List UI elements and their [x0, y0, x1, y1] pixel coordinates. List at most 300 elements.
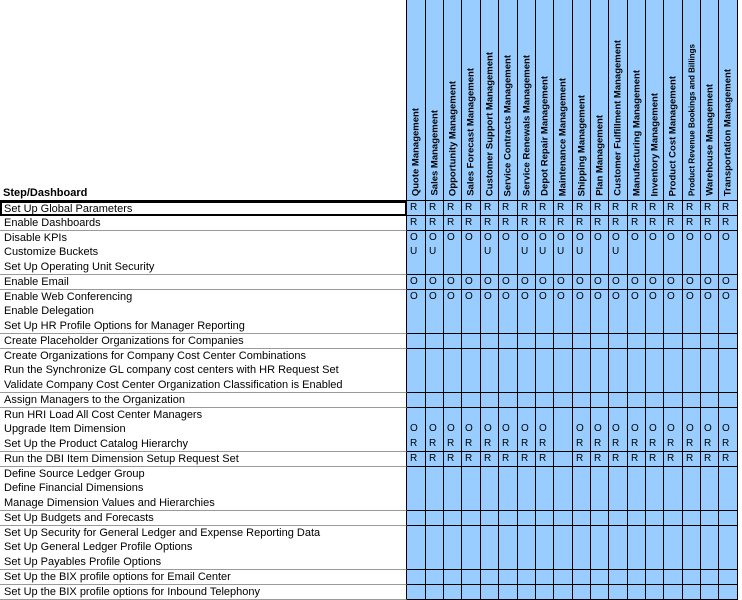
matrix-cell[interactable] [573, 349, 591, 364]
matrix-cell[interactable] [646, 378, 664, 393]
matrix-cell[interactable] [407, 216, 426, 231]
matrix-cell[interactable] [536, 540, 554, 555]
matrix-cell[interactable] [591, 408, 609, 423]
column-header-quote-management[interactable] [407, 0, 426, 201]
matrix-cell[interactable] [701, 216, 719, 231]
matrix-cell[interactable] [573, 481, 591, 496]
step-cell[interactable] [0, 540, 407, 555]
matrix-cell[interactable] [701, 496, 719, 511]
matrix-cell[interactable] [719, 319, 738, 334]
matrix-cell[interactable] [499, 378, 518, 393]
matrix-cell[interactable] [719, 437, 738, 452]
matrix-cell[interactable] [426, 216, 444, 231]
matrix-cell[interactable] [481, 334, 499, 349]
matrix-cell[interactable] [407, 245, 426, 260]
matrix-cell[interactable] [554, 452, 573, 467]
matrix-cell[interactable] [518, 555, 536, 570]
matrix-cell[interactable] [554, 393, 573, 408]
matrix-cell[interactable] [628, 216, 646, 231]
matrix-cell[interactable] [499, 393, 518, 408]
matrix-cell[interactable] [628, 304, 646, 319]
matrix-cell[interactable] [536, 585, 554, 600]
matrix-cell[interactable] [554, 245, 573, 260]
matrix-cell[interactable] [646, 467, 664, 482]
matrix-cell[interactable] [518, 496, 536, 511]
matrix-cell[interactable] [407, 349, 426, 364]
matrix-cell[interactable] [664, 496, 683, 511]
step-cell[interactable] [0, 290, 407, 305]
matrix-cell[interactable] [518, 467, 536, 482]
matrix-cell[interactable] [664, 245, 683, 260]
matrix-cell[interactable] [536, 555, 554, 570]
matrix-cell[interactable] [573, 201, 591, 216]
matrix-cell[interactable] [518, 378, 536, 393]
matrix-cell[interactable] [536, 452, 554, 467]
matrix-cell[interactable] [701, 422, 719, 437]
matrix-cell[interactable] [664, 555, 683, 570]
matrix-cell[interactable] [407, 304, 426, 319]
matrix-cell[interactable] [426, 467, 444, 482]
matrix-cell[interactable] [609, 319, 628, 334]
matrix-cell[interactable] [664, 216, 683, 231]
matrix-cell[interactable] [481, 349, 499, 364]
matrix-cell[interactable] [609, 216, 628, 231]
matrix-cell[interactable] [628, 349, 646, 364]
matrix-cell[interactable] [481, 260, 499, 275]
step-cell[interactable] [0, 245, 407, 260]
column-header-service-contracts-management[interactable] [499, 0, 518, 201]
matrix-cell[interactable] [407, 585, 426, 600]
matrix-cell[interactable] [499, 555, 518, 570]
matrix-cell[interactable] [518, 201, 536, 216]
matrix-cell[interactable] [683, 216, 701, 231]
matrix-cell[interactable] [407, 201, 426, 216]
matrix-cell[interactable] [444, 496, 462, 511]
matrix-cell[interactable] [646, 304, 664, 319]
matrix-cell[interactable] [426, 363, 444, 378]
matrix-cell[interactable] [536, 260, 554, 275]
step-cell[interactable] [0, 275, 407, 290]
matrix-cell[interactable] [462, 378, 481, 393]
matrix-cell[interactable] [481, 275, 499, 290]
matrix-cell[interactable] [499, 201, 518, 216]
matrix-cell[interactable] [719, 526, 738, 541]
matrix-cell[interactable] [664, 334, 683, 349]
column-header-sales-management[interactable] [426, 0, 444, 201]
matrix-cell[interactable] [609, 570, 628, 585]
matrix-cell[interactable] [646, 216, 664, 231]
matrix-cell[interactable] [609, 290, 628, 305]
step-cell[interactable] [0, 216, 407, 231]
matrix-cell[interactable] [499, 437, 518, 452]
matrix-cell[interactable] [609, 245, 628, 260]
matrix-cell[interactable] [444, 245, 462, 260]
matrix-cell[interactable] [536, 467, 554, 482]
matrix-cell[interactable] [591, 378, 609, 393]
matrix-cell[interactable] [719, 511, 738, 526]
matrix-cell[interactable] [426, 570, 444, 585]
matrix-cell[interactable] [554, 231, 573, 246]
matrix-cell[interactable] [701, 555, 719, 570]
matrix-cell[interactable] [426, 231, 444, 246]
matrix-cell[interactable] [573, 245, 591, 260]
matrix-cell[interactable] [481, 245, 499, 260]
matrix-cell[interactable] [518, 408, 536, 423]
matrix-cell[interactable] [426, 437, 444, 452]
matrix-cell[interactable] [536, 304, 554, 319]
matrix-cell[interactable] [646, 290, 664, 305]
matrix-cell[interactable] [426, 378, 444, 393]
matrix-cell[interactable] [591, 231, 609, 246]
matrix-cell[interactable] [499, 422, 518, 437]
matrix-cell[interactable] [701, 245, 719, 260]
matrix-cell[interactable] [701, 393, 719, 408]
matrix-cell[interactable] [683, 452, 701, 467]
matrix-cell[interactable] [664, 378, 683, 393]
matrix-cell[interactable] [481, 481, 499, 496]
matrix-cell[interactable] [719, 496, 738, 511]
matrix-cell[interactable] [536, 245, 554, 260]
matrix-cell[interactable] [554, 319, 573, 334]
matrix-cell[interactable] [591, 526, 609, 541]
column-header-customer-support-management[interactable] [481, 0, 499, 201]
matrix-cell[interactable] [499, 245, 518, 260]
matrix-cell[interactable] [719, 334, 738, 349]
matrix-cell[interactable] [701, 231, 719, 246]
matrix-cell[interactable] [518, 245, 536, 260]
matrix-cell[interactable] [481, 511, 499, 526]
matrix-cell[interactable] [573, 231, 591, 246]
matrix-cell[interactable] [573, 393, 591, 408]
matrix-cell[interactable] [444, 304, 462, 319]
matrix-cell[interactable] [536, 526, 554, 541]
matrix-cell[interactable] [499, 275, 518, 290]
matrix-cell[interactable] [701, 452, 719, 467]
matrix-cell[interactable] [518, 363, 536, 378]
matrix-cell[interactable] [646, 585, 664, 600]
matrix-cell[interactable] [573, 304, 591, 319]
matrix-cell[interactable] [499, 349, 518, 364]
matrix-cell[interactable] [628, 275, 646, 290]
step-cell[interactable] [0, 526, 407, 541]
matrix-cell[interactable] [609, 260, 628, 275]
matrix-cell[interactable] [444, 422, 462, 437]
matrix-cell[interactable] [683, 378, 701, 393]
matrix-cell[interactable] [518, 526, 536, 541]
matrix-cell[interactable] [481, 422, 499, 437]
matrix-cell[interactable] [609, 526, 628, 541]
matrix-cell[interactable] [683, 393, 701, 408]
step-cell[interactable] [0, 319, 407, 334]
matrix-cell[interactable] [536, 290, 554, 305]
step-cell[interactable] [0, 408, 407, 423]
matrix-cell[interactable] [646, 275, 664, 290]
matrix-cell[interactable] [518, 437, 536, 452]
matrix-cell[interactable] [591, 349, 609, 364]
matrix-cell[interactable] [573, 334, 591, 349]
matrix-cell[interactable] [426, 422, 444, 437]
matrix-cell[interactable] [628, 437, 646, 452]
matrix-cell[interactable] [426, 481, 444, 496]
matrix-cell[interactable] [591, 363, 609, 378]
matrix-cell[interactable] [499, 526, 518, 541]
matrix-cell[interactable] [609, 540, 628, 555]
matrix-cell[interactable] [683, 540, 701, 555]
matrix-cell[interactable] [499, 540, 518, 555]
matrix-cell[interactable] [518, 452, 536, 467]
matrix-cell[interactable] [426, 304, 444, 319]
matrix-cell[interactable] [499, 481, 518, 496]
matrix-cell[interactable] [481, 496, 499, 511]
matrix-cell[interactable] [628, 393, 646, 408]
matrix-cell[interactable] [481, 290, 499, 305]
matrix-cell[interactable] [518, 231, 536, 246]
matrix-cell[interactable] [646, 349, 664, 364]
matrix-cell[interactable] [462, 555, 481, 570]
matrix-cell[interactable] [573, 540, 591, 555]
matrix-cell[interactable] [573, 496, 591, 511]
matrix-cell[interactable] [426, 585, 444, 600]
matrix-cell[interactable] [518, 481, 536, 496]
matrix-cell[interactable] [628, 290, 646, 305]
matrix-cell[interactable] [407, 260, 426, 275]
matrix-cell[interactable] [444, 378, 462, 393]
column-header-service-renewals-management[interactable] [518, 0, 536, 201]
matrix-cell[interactable] [628, 260, 646, 275]
matrix-cell[interactable] [683, 363, 701, 378]
matrix-cell[interactable] [701, 481, 719, 496]
matrix-cell[interactable] [499, 452, 518, 467]
matrix-cell[interactable] [554, 260, 573, 275]
matrix-cell[interactable] [591, 290, 609, 305]
matrix-cell[interactable] [628, 408, 646, 423]
matrix-cell[interactable] [664, 275, 683, 290]
matrix-cell[interactable] [499, 408, 518, 423]
matrix-cell[interactable] [646, 540, 664, 555]
matrix-cell[interactable] [646, 408, 664, 423]
matrix-cell[interactable] [701, 408, 719, 423]
matrix-cell[interactable] [701, 304, 719, 319]
matrix-cell[interactable] [664, 540, 683, 555]
matrix-cell[interactable] [407, 393, 426, 408]
matrix-cell[interactable] [554, 363, 573, 378]
matrix-cell[interactable] [628, 540, 646, 555]
matrix-cell[interactable] [536, 231, 554, 246]
matrix-cell[interactable] [646, 245, 664, 260]
matrix-cell[interactable] [444, 526, 462, 541]
matrix-cell[interactable] [499, 290, 518, 305]
matrix-cell[interactable] [426, 408, 444, 423]
matrix-cell[interactable] [499, 319, 518, 334]
matrix-cell[interactable] [536, 422, 554, 437]
matrix-cell[interactable] [628, 422, 646, 437]
matrix-cell[interactable] [462, 585, 481, 600]
matrix-cell[interactable] [462, 290, 481, 305]
matrix-cell[interactable] [407, 526, 426, 541]
matrix-cell[interactable] [426, 526, 444, 541]
matrix-cell[interactable] [719, 467, 738, 482]
matrix-cell[interactable] [719, 481, 738, 496]
matrix-cell[interactable] [518, 511, 536, 526]
matrix-cell[interactable] [609, 496, 628, 511]
matrix-cell[interactable] [664, 393, 683, 408]
matrix-cell[interactable] [591, 437, 609, 452]
matrix-cell[interactable] [444, 363, 462, 378]
matrix-cell[interactable] [609, 452, 628, 467]
matrix-cell[interactable] [426, 319, 444, 334]
matrix-cell[interactable] [664, 290, 683, 305]
matrix-cell[interactable] [591, 585, 609, 600]
matrix-cell[interactable] [683, 437, 701, 452]
matrix-cell[interactable] [573, 437, 591, 452]
matrix-cell[interactable] [554, 290, 573, 305]
matrix-cell[interactable] [426, 201, 444, 216]
matrix-cell[interactable] [664, 319, 683, 334]
matrix-cell[interactable] [407, 540, 426, 555]
step-cell[interactable] [0, 393, 407, 408]
matrix-cell[interactable] [444, 481, 462, 496]
matrix-cell[interactable] [481, 467, 499, 482]
matrix-cell[interactable] [554, 467, 573, 482]
matrix-cell[interactable] [609, 408, 628, 423]
matrix-cell[interactable] [609, 555, 628, 570]
column-header-opportunity-management[interactable] [444, 0, 462, 201]
matrix-cell[interactable] [646, 526, 664, 541]
matrix-cell[interactable] [628, 319, 646, 334]
matrix-cell[interactable] [407, 378, 426, 393]
matrix-cell[interactable] [407, 570, 426, 585]
matrix-cell[interactable] [554, 378, 573, 393]
matrix-cell[interactable] [701, 290, 719, 305]
matrix-cell[interactable] [536, 496, 554, 511]
matrix-cell[interactable] [426, 245, 444, 260]
matrix-cell[interactable] [719, 570, 738, 585]
matrix-cell[interactable] [573, 275, 591, 290]
matrix-cell[interactable] [683, 467, 701, 482]
matrix-cell[interactable] [591, 319, 609, 334]
matrix-cell[interactable] [536, 349, 554, 364]
matrix-cell[interactable] [646, 363, 664, 378]
matrix-cell[interactable] [683, 511, 701, 526]
matrix-cell[interactable] [554, 496, 573, 511]
matrix-cell[interactable] [591, 334, 609, 349]
matrix-cell[interactable] [554, 526, 573, 541]
matrix-cell[interactable] [628, 245, 646, 260]
matrix-cell[interactable] [499, 304, 518, 319]
column-header-depot-repair-management[interactable] [536, 0, 554, 201]
matrix-cell[interactable] [664, 304, 683, 319]
matrix-cell[interactable] [462, 349, 481, 364]
matrix-cell[interactable] [407, 481, 426, 496]
matrix-cell[interactable] [609, 467, 628, 482]
matrix-cell[interactable] [536, 408, 554, 423]
column-header-sales-forecast-management[interactable] [462, 0, 481, 201]
matrix-cell[interactable] [407, 437, 426, 452]
matrix-cell[interactable] [701, 467, 719, 482]
matrix-cell[interactable] [591, 540, 609, 555]
matrix-cell[interactable] [407, 231, 426, 246]
matrix-cell[interactable] [719, 245, 738, 260]
matrix-cell[interactable] [462, 540, 481, 555]
matrix-cell[interactable] [573, 319, 591, 334]
matrix-cell[interactable] [462, 260, 481, 275]
matrix-cell[interactable] [554, 334, 573, 349]
matrix-cell[interactable] [462, 452, 481, 467]
matrix-cell[interactable] [462, 334, 481, 349]
matrix-cell[interactable] [646, 422, 664, 437]
matrix-cell[interactable] [664, 467, 683, 482]
matrix-cell[interactable] [444, 334, 462, 349]
matrix-cell[interactable] [444, 216, 462, 231]
matrix-cell[interactable] [481, 585, 499, 600]
column-header-manufacturing-management[interactable] [628, 0, 646, 201]
matrix-cell[interactable] [609, 304, 628, 319]
matrix-cell[interactable] [444, 260, 462, 275]
matrix-cell[interactable] [591, 201, 609, 216]
matrix-cell[interactable] [573, 585, 591, 600]
matrix-cell[interactable] [683, 349, 701, 364]
matrix-cell[interactable] [573, 467, 591, 482]
matrix-cell[interactable] [444, 275, 462, 290]
column-header-plan-management[interactable] [591, 0, 609, 201]
matrix-cell[interactable] [701, 363, 719, 378]
matrix-cell[interactable] [628, 231, 646, 246]
matrix-cell[interactable] [444, 585, 462, 600]
matrix-cell[interactable] [609, 275, 628, 290]
matrix-cell[interactable] [591, 452, 609, 467]
step-cell[interactable] [0, 422, 407, 437]
matrix-cell[interactable] [683, 585, 701, 600]
matrix-cell[interactable] [444, 437, 462, 452]
matrix-cell[interactable] [646, 437, 664, 452]
matrix-cell[interactable] [573, 570, 591, 585]
matrix-cell[interactable] [462, 408, 481, 423]
matrix-cell[interactable] [462, 511, 481, 526]
matrix-cell[interactable] [646, 555, 664, 570]
matrix-cell[interactable] [536, 393, 554, 408]
matrix-cell[interactable] [628, 334, 646, 349]
matrix-cell[interactable] [426, 393, 444, 408]
matrix-cell[interactable] [609, 511, 628, 526]
matrix-cell[interactable] [683, 245, 701, 260]
matrix-cell[interactable] [628, 526, 646, 541]
matrix-cell[interactable] [573, 290, 591, 305]
matrix-cell[interactable] [536, 511, 554, 526]
matrix-cell[interactable] [499, 570, 518, 585]
matrix-cell[interactable] [591, 570, 609, 585]
step-cell[interactable] [0, 304, 407, 319]
matrix-cell[interactable] [499, 231, 518, 246]
matrix-cell[interactable] [518, 275, 536, 290]
matrix-cell[interactable] [664, 511, 683, 526]
matrix-cell[interactable] [701, 275, 719, 290]
column-header-shipping-management[interactable] [573, 0, 591, 201]
matrix-cell[interactable] [573, 555, 591, 570]
step-cell[interactable] [0, 437, 407, 452]
matrix-cell[interactable] [701, 201, 719, 216]
matrix-cell[interactable] [683, 422, 701, 437]
matrix-cell[interactable] [591, 216, 609, 231]
matrix-cell[interactable] [426, 452, 444, 467]
matrix-cell[interactable] [481, 304, 499, 319]
matrix-cell[interactable] [628, 555, 646, 570]
matrix-cell[interactable] [444, 511, 462, 526]
matrix-cell[interactable] [683, 555, 701, 570]
matrix-cell[interactable] [719, 231, 738, 246]
matrix-cell[interactable] [683, 481, 701, 496]
matrix-cell[interactable] [719, 260, 738, 275]
matrix-cell[interactable] [518, 422, 536, 437]
